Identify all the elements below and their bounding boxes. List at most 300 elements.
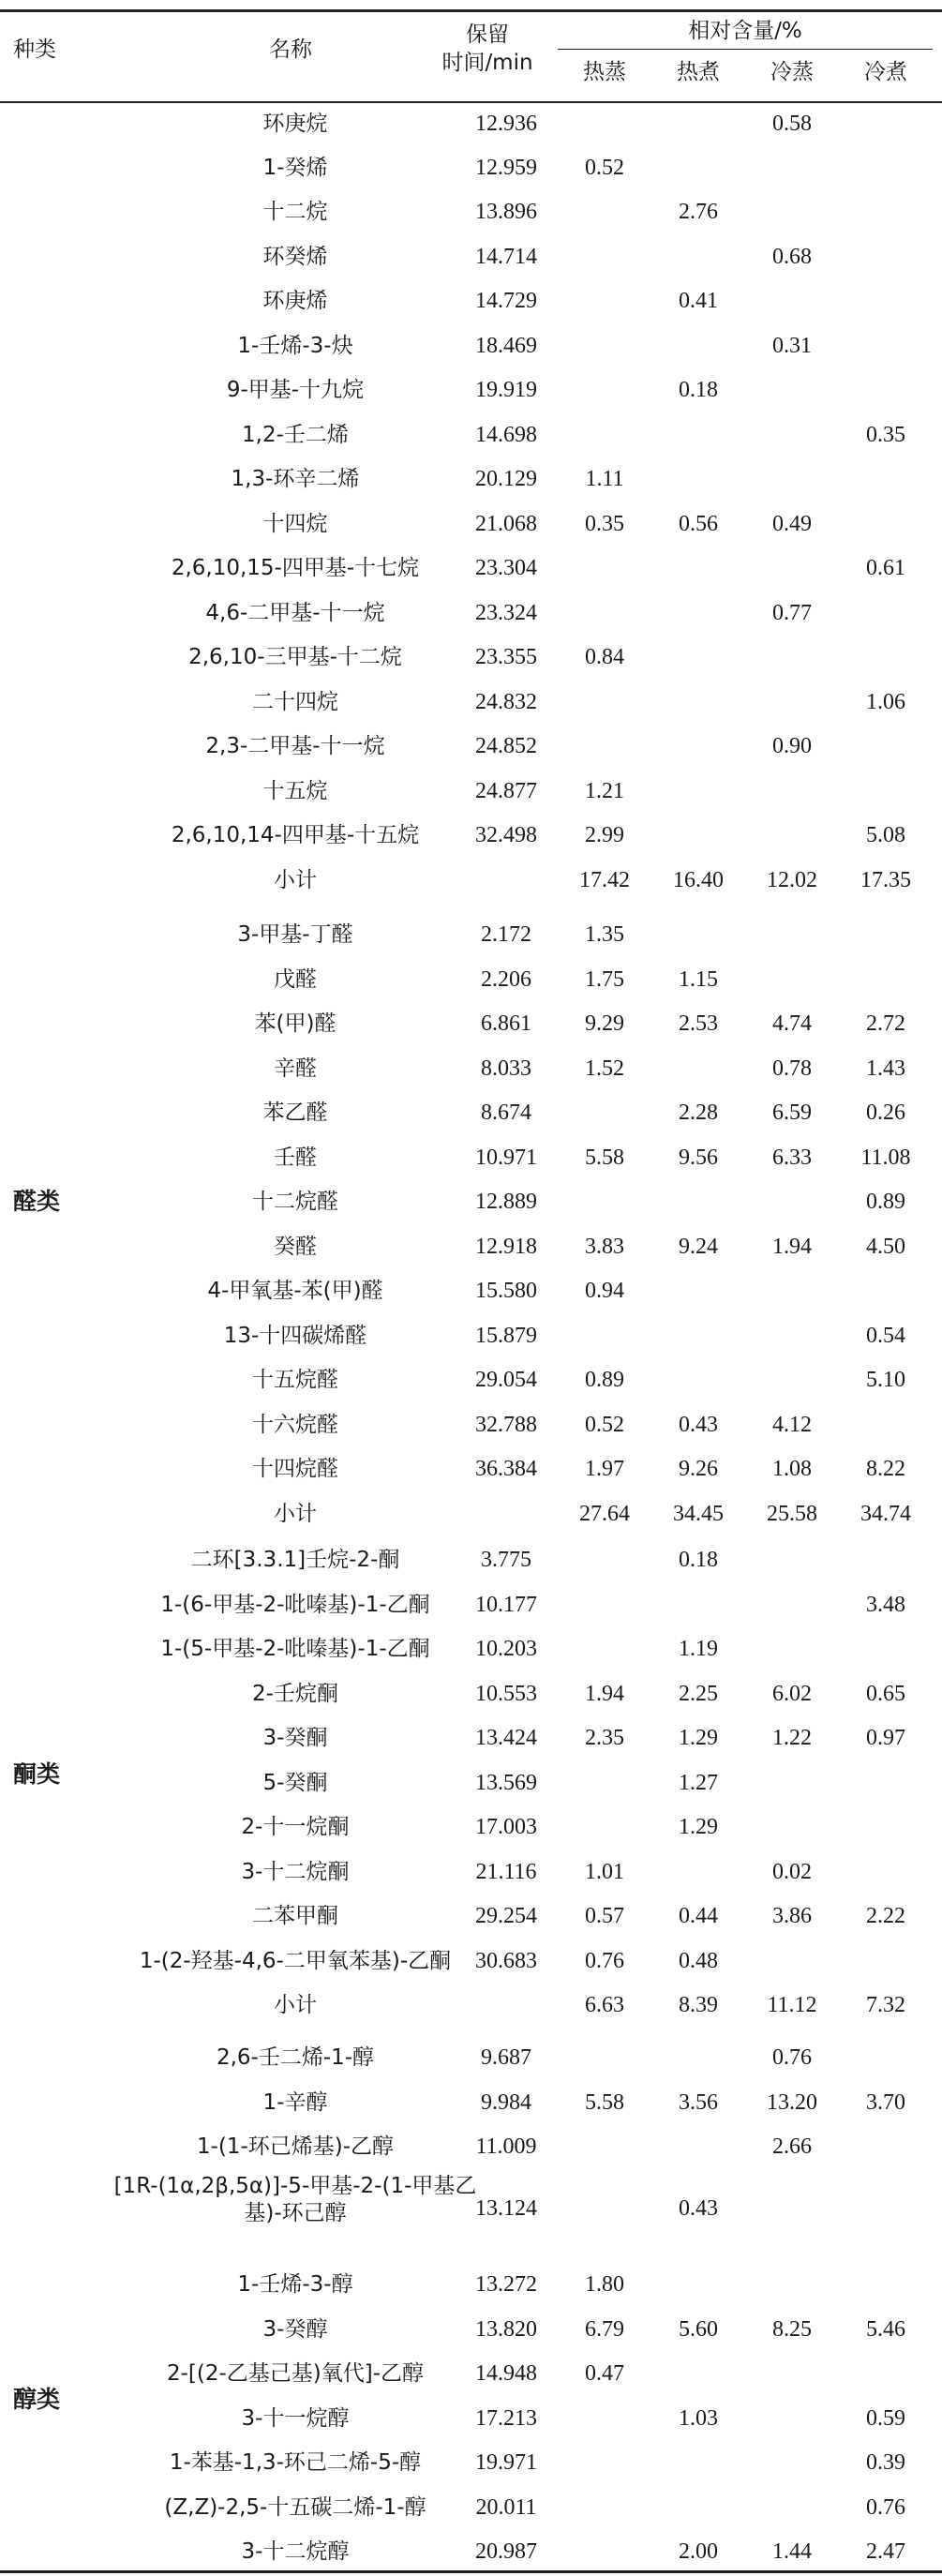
- compound-name: 二苯甲酮: [252, 1904, 338, 1928]
- hot-steam-value: 1.35: [585, 922, 624, 947]
- compound-name: 环癸烯: [262, 245, 328, 269]
- cold-steam-value: 1.08: [772, 1457, 812, 1481]
- cold-boil-value: 0.76: [866, 2495, 905, 2520]
- cold-steam-value: [745, 288, 839, 325]
- hot-boil-value: [651, 1592, 745, 1629]
- header-retention-time: 保留 时间/min: [441, 22, 533, 75]
- hot-steam-value: 5.58: [585, 2090, 624, 2115]
- retention-time: 23.304: [475, 556, 537, 580]
- compound-name: 十二烷: [262, 200, 328, 224]
- hot-steam-value: [558, 2134, 651, 2171]
- hot-steam-value: [558, 689, 651, 726]
- hot-boil-value: [651, 1859, 745, 1896]
- cold-boil-value: [839, 377, 933, 414]
- retention-time: 14.714: [475, 245, 537, 269]
- cold-steam-value: [745, 1592, 839, 1629]
- cold-boil-value: [839, 733, 933, 771]
- cold-steam-value: [745, 2195, 839, 2233]
- hot-steam-value: [558, 111, 651, 148]
- compound-name: 4-甲氧基-苯(甲)醛: [207, 1279, 383, 1303]
- retention-time: 23.355: [475, 645, 537, 669]
- retention-time: 13.569: [475, 1771, 537, 1795]
- header-cold-boil: 冷煮: [864, 60, 907, 84]
- cold-boil-value: [839, 1859, 933, 1896]
- header-cold-steam: 冷蒸: [770, 60, 814, 84]
- header-sub-rule: [558, 49, 933, 50]
- retention-time: 19.971: [475, 2450, 537, 2475]
- hot-steam-value: 0.76: [585, 1949, 624, 1973]
- hot-boil-value: 1.03: [679, 2406, 718, 2431]
- hot-boil-value: 1.27: [679, 1771, 718, 1795]
- cold-boil-value: [839, 644, 933, 681]
- hot-steam-value: 0.57: [585, 1904, 624, 1928]
- cold-boil-value: 2.22: [866, 1904, 905, 1928]
- compound-name: 十四烷: [262, 512, 328, 536]
- cold-steam-value: 11.12: [767, 1993, 817, 2017]
- hot-steam-value: [558, 1189, 651, 1226]
- compound-name: 1-(6-甲基-2-吡嗪基)-1-乙酮: [160, 1593, 430, 1617]
- compound-name: 3-甲基-丁醛: [237, 922, 353, 947]
- hot-steam-value: [558, 199, 651, 236]
- cold-steam-value: [745, 555, 839, 592]
- cold-steam-value: 0.78: [772, 1056, 812, 1081]
- hot-boil-value: 0.48: [679, 1949, 718, 1973]
- hot-steam-value: [558, 288, 651, 325]
- cold-boil-value: 7.32: [866, 1993, 905, 2017]
- retention-time: 12.959: [475, 156, 537, 180]
- cold-steam-value: 0.49: [772, 512, 812, 536]
- cold-boil-value: [839, 1948, 933, 1985]
- hot-boil-value: [651, 244, 745, 281]
- hot-boil-value: 2.00: [679, 2539, 718, 2564]
- group-ketones: 酮类: [13, 1760, 61, 1788]
- hot-steam-value: 6.79: [585, 2317, 624, 2342]
- cold-boil-value: [839, 2134, 933, 2171]
- hot-boil-value: 1.29: [679, 1815, 718, 1839]
- hot-boil-value: 0.18: [679, 1548, 718, 1572]
- retention-time: 29.054: [475, 1368, 537, 1392]
- cold-steam-value: 0.31: [772, 334, 812, 358]
- group-alcohols: 醇类: [13, 2386, 61, 2413]
- compound-name: 1-(1-环己烯基)-乙醇: [196, 2134, 395, 2159]
- hot-steam-value: 1.21: [585, 779, 624, 803]
- hot-boil-value: 0.43: [679, 2196, 718, 2221]
- hot-boil-value: 9.56: [679, 1146, 718, 1170]
- hot-steam-value: [558, 1547, 651, 1584]
- hot-steam-value: 6.63: [585, 1993, 624, 2017]
- cold-boil-value: 34.74: [860, 1502, 911, 1526]
- compound-name: 1-辛醇: [262, 2090, 328, 2115]
- compound-name: 4,6-二甲基-十一烷: [205, 601, 385, 625]
- hot-steam-value: [558, 1770, 651, 1807]
- cold-steam-value: 0.90: [772, 734, 812, 758]
- cold-steam-value: [745, 1323, 839, 1360]
- retention-time: 13.124: [475, 2196, 537, 2221]
- cold-boil-value: [839, 2044, 933, 2082]
- cold-steam-value: [745, 822, 839, 860]
- cold-steam-value: 0.58: [772, 112, 812, 136]
- cold-steam-value: [745, 1189, 839, 1226]
- hot-boil-value: 2.25: [679, 1682, 718, 1706]
- compound-name: 十四烷醛: [252, 1457, 338, 1481]
- compound-name: 小计: [274, 868, 317, 892]
- hot-steam-value: [558, 1100, 651, 1137]
- retention-time: 10.203: [475, 1637, 537, 1661]
- cold-steam-value: [745, 2271, 839, 2309]
- hot-steam-value: 9.29: [585, 1011, 624, 1036]
- retention-time: [441, 1992, 572, 2029]
- compound-name: 十五烷: [262, 779, 328, 803]
- cold-boil-value: 0.54: [866, 1324, 905, 1348]
- hot-steam-value: 27.64: [579, 1502, 630, 1526]
- hot-boil-value: 2.28: [679, 1101, 718, 1125]
- hot-boil-value: 16.40: [673, 868, 724, 892]
- hot-boil-value: [651, 2134, 745, 2171]
- compound-name: 小计: [274, 1993, 317, 2017]
- top-rule: [0, 9, 942, 12]
- cold-steam-value: 2.66: [772, 2134, 812, 2159]
- cold-steam-value: 4.74: [772, 1011, 812, 1036]
- hot-steam-value: 1.75: [585, 967, 624, 992]
- cold-steam-value: 0.77: [772, 601, 812, 625]
- hot-boil-value: [651, 155, 745, 192]
- hot-steam-value: [558, 1323, 651, 1360]
- compound-name: 1-癸烯: [262, 156, 328, 180]
- compound-name: 2-壬烷酮: [252, 1682, 338, 1706]
- hot-steam-value: 1.80: [585, 2272, 624, 2297]
- cold-boil-value: 0.61: [866, 556, 905, 580]
- cold-boil-value: [839, 199, 933, 236]
- retention-time: 17.003: [475, 1815, 537, 1839]
- header-name: 名称: [269, 37, 312, 62]
- compound-name: 2,3-二甲基-十一烷: [205, 734, 385, 758]
- hot-boil-value: [651, 422, 745, 459]
- cold-boil-value: 5.08: [866, 823, 905, 847]
- hot-boil-value: [651, 2044, 745, 2082]
- hot-boil-value: [651, 1056, 745, 1093]
- cold-steam-value: 6.02: [772, 1682, 812, 1706]
- hot-steam-value: [558, 1636, 651, 1673]
- cold-steam-value: 6.59: [772, 1101, 812, 1125]
- hot-boil-value: [651, 2494, 745, 2532]
- retention-time: 8.033: [481, 1056, 531, 1081]
- cold-boil-value: [839, 1412, 933, 1449]
- hot-boil-value: 2.53: [679, 1011, 718, 1036]
- retention-time: 32.788: [475, 1413, 537, 1437]
- hot-steam-value: [558, 600, 651, 637]
- hot-steam-value: 0.52: [585, 156, 624, 180]
- retention-time: 18.469: [475, 334, 537, 358]
- cold-boil-value: [839, 600, 933, 637]
- cold-steam-value: 13.20: [767, 2090, 817, 2115]
- cold-boil-value: 17.35: [860, 868, 911, 892]
- compound-name: 十六烷醛: [252, 1413, 338, 1437]
- hot-boil-value: 0.43: [679, 1413, 718, 1437]
- hot-boil-value: 0.41: [679, 289, 718, 313]
- hot-boil-value: 0.18: [679, 378, 718, 402]
- cold-boil-value: 0.39: [866, 2450, 905, 2475]
- cold-steam-value: 1.22: [772, 1726, 812, 1750]
- compound-name: 1-(2-羟基-4,6-二甲氧苯基)-乙酮: [139, 1949, 452, 1973]
- hot-steam-value: 0.47: [585, 2361, 624, 2386]
- hot-steam-value: 2.99: [585, 823, 624, 847]
- compound-name: 1-壬烯-3-醇: [237, 2272, 353, 2297]
- cold-boil-value: [839, 1547, 933, 1584]
- cold-boil-value: [839, 2271, 933, 2309]
- retention-time: 12.918: [475, 1235, 537, 1259]
- hot-boil-value: [651, 1278, 745, 1315]
- cold-boil-value: 1.06: [866, 690, 905, 714]
- retention-time: 13.820: [475, 2317, 537, 2342]
- compound-name: 2-[(2-乙基己基)氧代]-乙醇: [166, 2361, 425, 2386]
- hot-steam-value: [558, 333, 651, 370]
- cold-boil-value: 2.72: [866, 1011, 905, 1036]
- compound-name: 癸醛: [274, 1235, 317, 1259]
- cold-boil-value: [839, 1814, 933, 1851]
- hot-boil-value: [651, 2360, 745, 2398]
- cold-steam-value: [745, 921, 839, 959]
- retention-time: [441, 1501, 572, 1538]
- cold-boil-value: [839, 2195, 933, 2233]
- cold-steam-value: [745, 2449, 839, 2487]
- compound-name: 小计: [274, 1502, 317, 1526]
- cold-boil-value: 0.26: [866, 1101, 905, 1125]
- hot-boil-value: [651, 1189, 745, 1226]
- cold-steam-value: [745, 2360, 839, 2398]
- hot-boil-value: 1.15: [679, 967, 718, 992]
- cold-boil-value: [839, 155, 933, 192]
- retention-time: 8.674: [481, 1101, 531, 1125]
- compound-name: 3-癸酮: [262, 1726, 328, 1750]
- retention-time: 32.498: [475, 823, 537, 847]
- retention-time: 29.254: [475, 1904, 537, 1928]
- retention-time: 11.009: [475, 2134, 537, 2159]
- cold-boil-value: 0.59: [866, 2406, 905, 2431]
- cold-boil-value: 0.97: [866, 1726, 905, 1750]
- compound-name: 环庚烷: [262, 112, 328, 136]
- cold-steam-value: [745, 1814, 839, 1851]
- cold-steam-value: [745, 422, 839, 459]
- hot-boil-value: 8.39: [679, 1993, 718, 2017]
- compound-name: 苯(甲)醛: [254, 1011, 336, 1036]
- hot-boil-value: 9.24: [679, 1235, 718, 1259]
- hot-steam-value: [558, 1814, 651, 1851]
- cold-boil-value: 5.10: [866, 1368, 905, 1392]
- retention-time: 12.936: [475, 112, 537, 136]
- compound-name: 辛醛: [274, 1056, 317, 1081]
- cold-boil-value: [839, 288, 933, 325]
- cold-boil-value: [839, 244, 933, 281]
- cold-steam-value: [745, 466, 839, 503]
- compound-name: 13-十四碳烯醛: [223, 1324, 367, 1348]
- cold-boil-value: [839, 1636, 933, 1673]
- compound-name: 3-癸醇: [262, 2317, 328, 2342]
- compound-name: 1,3-环辛二烯: [231, 467, 360, 491]
- hot-boil-value: 2.76: [679, 200, 718, 224]
- hot-boil-value: [651, 733, 745, 771]
- cold-steam-value: 3.86: [772, 1904, 812, 1928]
- retention-time: 6.861: [481, 1011, 531, 1036]
- cold-steam-value: 6.33: [772, 1146, 812, 1170]
- retention-time: 14.948: [475, 2361, 537, 2386]
- hot-steam-value: 0.94: [585, 1279, 624, 1303]
- hot-boil-value: [651, 333, 745, 370]
- cold-steam-value: [745, 778, 839, 816]
- header-relative-content: 相对含量/%: [688, 19, 802, 43]
- retention-time: [441, 867, 572, 905]
- retention-time: 30.683: [475, 1949, 537, 1973]
- retention-time: 20.129: [475, 467, 537, 491]
- cold-steam-value: [745, 2494, 839, 2532]
- retention-time: 2.206: [481, 967, 531, 992]
- hot-boil-value: 1.29: [679, 1726, 718, 1750]
- compound-name: 环庚烯: [262, 289, 328, 313]
- hot-boil-value: [651, 778, 745, 816]
- hot-steam-value: [558, 2494, 651, 2532]
- cold-boil-value: [839, 778, 933, 816]
- cold-steam-value: 25.58: [767, 1502, 817, 1526]
- hot-boil-value: [651, 921, 745, 959]
- cold-steam-value: 0.68: [772, 245, 812, 269]
- compound-name: 1-(5-甲基-2-吡嗪基)-1-乙酮: [160, 1637, 430, 1661]
- retention-time: 10.177: [475, 1593, 537, 1617]
- retention-time: 9.984: [481, 2090, 531, 2115]
- hot-boil-value: [651, 822, 745, 860]
- cold-boil-value: 0.65: [866, 1682, 905, 1706]
- compound-name: 2,6,10-三甲基-十二烷: [188, 645, 402, 669]
- compound-name: 5-癸酮: [262, 1771, 328, 1795]
- hot-steam-value: [558, 1592, 651, 1629]
- cold-steam-value: [745, 1547, 839, 1584]
- cold-steam-value: [745, 1636, 839, 1673]
- retention-time: 12.889: [475, 1190, 537, 1214]
- retention-time: 24.877: [475, 779, 537, 803]
- cold-boil-value: [839, 2360, 933, 2398]
- cold-boil-value: 3.70: [866, 2090, 905, 2115]
- hot-steam-value: 1.11: [585, 467, 624, 491]
- hot-steam-value: 1.97: [585, 1457, 624, 1481]
- cold-steam-value: [745, 1948, 839, 1985]
- retention-time: 36.384: [475, 1457, 537, 1481]
- retention-time: 3.775: [481, 1548, 531, 1572]
- compound-name: (Z,Z)-2,5-十五碳二烯-1-醇: [164, 2495, 426, 2520]
- retention-time: 15.580: [475, 1279, 537, 1303]
- hot-boil-value: [651, 555, 745, 592]
- hot-steam-value: 17.42: [579, 868, 630, 892]
- retention-time: 2.172: [481, 922, 531, 947]
- retention-time: 15.879: [475, 1324, 537, 1348]
- retention-time: 23.324: [475, 601, 537, 625]
- cold-steam-value: 4.12: [772, 1413, 812, 1437]
- hot-steam-value: 1.94: [585, 1682, 624, 1706]
- cold-steam-value: [745, 966, 839, 1004]
- hot-boil-value: 34.45: [673, 1502, 724, 1526]
- compound-name: 十五烷醛: [252, 1368, 338, 1392]
- hot-steam-value: [558, 2449, 651, 2487]
- compound-name: 2,6,10,15-四甲基-十七烷: [171, 556, 420, 580]
- retention-time: 14.698: [475, 423, 537, 447]
- compound-name: 9-甲基-十九烷: [226, 378, 365, 402]
- hot-steam-value: 3.83: [585, 1235, 624, 1259]
- retention-time: 9.687: [481, 2045, 531, 2070]
- cold-boil-value: [839, 921, 933, 959]
- cold-boil-value: 5.46: [866, 2317, 905, 2342]
- hot-steam-value: 0.84: [585, 645, 624, 669]
- hot-steam-value: [558, 244, 651, 281]
- compound-name: 1,2-壬二烯: [242, 423, 349, 447]
- hot-steam-value: 2.35: [585, 1726, 624, 1750]
- hot-boil-value: [651, 600, 745, 637]
- header-bottom-rule: [0, 101, 942, 103]
- header-hot-boil: 热煮: [677, 60, 720, 84]
- hot-steam-value: [558, 377, 651, 414]
- cold-steam-value: 8.25: [772, 2317, 812, 2342]
- hot-steam-value: 1.52: [585, 1056, 624, 1081]
- hot-boil-value: [651, 689, 745, 726]
- compound-name: 3-十一烷醇: [241, 2406, 350, 2431]
- cold-boil-value: [839, 466, 933, 503]
- retention-time: 19.919: [475, 378, 537, 402]
- hot-boil-value: 0.56: [679, 512, 718, 536]
- retention-time: 17.213: [475, 2406, 537, 2431]
- cold-boil-value: [839, 111, 933, 148]
- hot-boil-value: [651, 1323, 745, 1360]
- cold-boil-value: [839, 1278, 933, 1315]
- cold-boil-value: 11.08: [860, 1146, 911, 1170]
- cold-steam-value: 1.44: [772, 2539, 812, 2564]
- hot-steam-value: 1.01: [585, 1860, 624, 1884]
- hot-steam-value: [558, 555, 651, 592]
- cold-steam-value: 1.94: [772, 1235, 812, 1259]
- cold-steam-value: 12.02: [767, 868, 817, 892]
- cold-steam-value: 0.02: [772, 1860, 812, 1884]
- cold-steam-value: [745, 155, 839, 192]
- hot-boil-value: 1.19: [679, 1637, 718, 1661]
- hot-steam-value: [558, 2044, 651, 2082]
- retention-time: 13.272: [475, 2272, 537, 2297]
- retention-time: 13.896: [475, 200, 537, 224]
- compound-name: 1-苯基-1,3-环己二烯-5-醇: [169, 2450, 422, 2475]
- compound-name: 2-十一烷酮: [241, 1815, 350, 1839]
- cold-boil-value: 0.89: [866, 1190, 905, 1214]
- hot-steam-value: 5.58: [585, 1146, 624, 1170]
- cold-boil-value: 0.35: [866, 423, 905, 447]
- compound-name: [1R-(1α,2β,5α)]-5-甲基-2-(1-甲基乙基)-环己醇: [113, 2174, 477, 2225]
- hot-steam-value: [558, 2195, 651, 2233]
- cold-steam-value: [745, 689, 839, 726]
- cold-boil-value: 2.47: [866, 2539, 905, 2564]
- cold-steam-value: [745, 1770, 839, 1807]
- retention-time: 10.971: [475, 1146, 537, 1170]
- compound-name: 1-壬烯-3-炔: [237, 334, 353, 358]
- hot-boil-value: [651, 111, 745, 148]
- hot-steam-value: 0.52: [585, 1413, 624, 1437]
- compound-name: 2,6,10,14-四甲基-十五烷: [171, 823, 420, 847]
- retention-time: 24.852: [475, 734, 537, 758]
- hot-boil-value: [651, 466, 745, 503]
- cold-steam-value: [745, 644, 839, 681]
- cold-boil-value: [839, 966, 933, 1004]
- header-hot-steam: 热蒸: [583, 60, 626, 84]
- retention-time: 20.987: [475, 2539, 537, 2564]
- cold-steam-value: [745, 1278, 839, 1315]
- hot-steam-value: 0.35: [585, 512, 624, 536]
- header-type: 种类: [13, 37, 56, 62]
- cold-boil-value: [839, 333, 933, 370]
- cold-boil-value: [839, 511, 933, 548]
- cold-boil-value: 3.48: [866, 1593, 905, 1617]
- hot-boil-value: [651, 644, 745, 681]
